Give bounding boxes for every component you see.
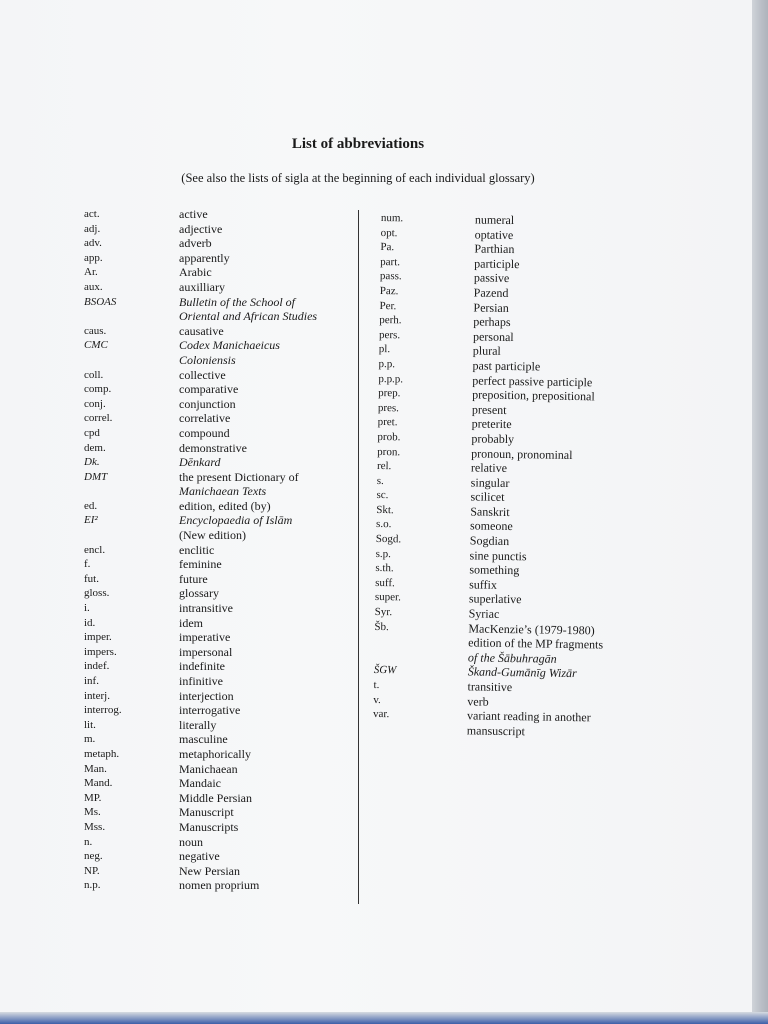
abbreviation-entry <box>84 572 317 587</box>
abbreviation-definition: (New edition) <box>179 528 246 543</box>
abbreviation-entry <box>84 543 317 558</box>
abbreviation-entry <box>84 324 317 339</box>
abbreviation-definition: masculine <box>179 732 228 747</box>
abbreviation-term: adj. <box>84 222 101 235</box>
abbreviation-term: Pa. <box>380 241 395 254</box>
abbreviation-term: caus. <box>84 324 107 337</box>
abbreviation-term: app. <box>84 251 103 264</box>
abbreviation-definition: interjection <box>179 688 234 703</box>
abbreviation-entry <box>84 251 317 266</box>
abbreviation-definition: Sanskrit <box>470 504 510 519</box>
column-divider <box>358 210 359 904</box>
abbreviation-entry <box>84 703 317 718</box>
abbreviation-definition: present <box>471 402 507 417</box>
abbreviation-entry <box>84 762 317 777</box>
abbreviation-definition: MacKenzie’s (1979-1980) <box>468 621 595 638</box>
page-title: List of abbreviations <box>291 136 425 152</box>
abbreviation-definition: Manuscript <box>179 805 234 820</box>
abbreviation-term: Ms. <box>84 806 101 819</box>
abbreviation-term: indef. <box>84 660 110 673</box>
abbreviation-term: conj. <box>84 397 106 410</box>
abbreviation-term: metaph. <box>84 747 120 760</box>
abbreviation-entry <box>84 528 317 543</box>
abbreviation-entry <box>84 732 317 747</box>
abbreviation-term: Mand. <box>84 777 113 790</box>
abbreviation-definition: Mandaic <box>179 776 221 791</box>
abbreviation-term: s.o. <box>375 518 392 531</box>
abbreviation-definition: transitive <box>467 679 513 695</box>
abbreviation-definition: past participle <box>472 358 541 374</box>
abbreviation-term: DMT <box>84 470 108 483</box>
abbreviation-term: n.p. <box>84 879 101 892</box>
abbreviation-definition: collective <box>179 367 226 382</box>
abbreviation-definition: perfect passive participle <box>472 372 593 389</box>
abbreviation-term: lit. <box>84 718 96 731</box>
abbreviation-term: rel. <box>376 460 392 473</box>
abbreviation-entry <box>84 864 317 879</box>
abbreviation-definition: pronoun, pronominal <box>471 445 573 462</box>
abbreviation-term: interj. <box>84 689 110 702</box>
abbreviation-term: imper. <box>84 631 112 644</box>
abbreviation-term <box>84 528 179 543</box>
abbreviation-term <box>84 353 179 368</box>
abbreviation-entry <box>84 338 317 353</box>
abbreviation-definition: Encyclopaedia of Islām <box>179 513 293 528</box>
abbreviation-definition: auxilliary <box>179 279 225 294</box>
abbreviation-term: pl. <box>378 343 391 356</box>
abbreviation-definition: someone <box>469 518 513 534</box>
abbreviation-term: prob. <box>377 430 401 444</box>
abbreviation-definition: perhaps <box>473 314 511 330</box>
page-edge <box>752 0 768 1024</box>
abbreviation-definition: preterite <box>471 416 512 432</box>
abbreviation-term: p.p. <box>378 357 396 371</box>
abbreviation-term: correl. <box>84 412 113 425</box>
abbreviation-definition: Pazend <box>473 285 509 300</box>
abbreviation-definition: of the Šābuhragān <box>467 650 557 666</box>
abbreviation-definition: nomen proprium <box>179 878 260 893</box>
abbreviation-definition: passive <box>473 270 510 286</box>
abbreviation-entry <box>84 309 317 324</box>
abbreviation-definition: causative <box>179 323 224 338</box>
abbreviation-term: id. <box>84 616 96 629</box>
abbreviation-term: n. <box>84 835 93 848</box>
abbreviation-definition: Škand-Gumānīg Wizār <box>467 664 577 681</box>
abbreviation-term: encl. <box>84 543 106 556</box>
abbreviation-entry <box>84 222 317 237</box>
abbreviation-entry <box>84 265 317 280</box>
abbreviation-term: Ar. <box>84 266 98 279</box>
abbreviation-term: prep. <box>378 387 401 400</box>
abbreviation-term: pron. <box>377 445 401 458</box>
abbreviation-entry <box>84 411 317 426</box>
abbreviation-definition: metaphorically <box>179 746 251 761</box>
abbreviation-definition: Oriental and African Studies <box>179 309 318 324</box>
abbreviation-definition: conjunction <box>179 396 236 411</box>
abbreviation-entry <box>84 499 317 514</box>
scan-bottom-edge <box>0 1012 768 1024</box>
abbreviation-entry <box>84 630 317 645</box>
abbreviation-entry <box>84 645 317 660</box>
abbreviation-entry <box>84 849 317 864</box>
abbreviation-definition: impersonal <box>179 644 233 659</box>
abbreviation-definition: verb <box>467 694 489 709</box>
abbreviation-term: Paz. <box>379 284 399 298</box>
abbreviation-entry <box>84 280 317 295</box>
abbreviation-term: aux. <box>84 280 103 293</box>
abbreviation-definition: adjective <box>179 221 223 236</box>
abbreviation-entry <box>84 616 317 631</box>
abbreviation-definition: active <box>179 207 208 221</box>
abbreviation-entry <box>84 776 317 791</box>
abbreviation-definition: variant reading in another <box>466 708 591 725</box>
abbreviation-term: pers. <box>378 328 401 342</box>
abbreviation-definition: edition, edited (by) <box>179 498 271 513</box>
abbreviation-term: part. <box>380 255 401 269</box>
abbreviation-term: pret. <box>377 416 398 429</box>
abbreviation-term: ed. <box>84 499 98 512</box>
abbreviation-definition: idem <box>179 615 203 630</box>
abbreviation-definition: glossary <box>179 586 219 601</box>
abbreviation-definition: demonstrative <box>179 440 247 455</box>
abbreviation-definition: enclitic <box>179 542 215 557</box>
abbreviation-term: pres. <box>377 401 400 415</box>
abbreviation-entry <box>84 820 317 835</box>
abbreviation-term: dem. <box>84 441 106 454</box>
abbreviation-term: CMC <box>84 339 108 352</box>
abbreviation-definition: singular <box>470 475 510 490</box>
abbreviation-definition: compound <box>179 425 230 440</box>
abbreviation-term <box>84 484 179 499</box>
abbreviation-definition: suffix <box>469 577 498 592</box>
abbreviation-entry <box>84 236 317 251</box>
abbreviation-definition: comparative <box>179 382 239 397</box>
abbreviation-term: pass. <box>379 270 402 283</box>
abbreviation-entry <box>84 835 317 850</box>
abbreviation-definition: Manichaean <box>179 761 238 776</box>
abbreviation-definition: mansuscript <box>466 723 525 739</box>
abbreviation-term <box>373 722 467 738</box>
abbreviation-term: var. <box>373 708 390 721</box>
abbreviation-definition: interrogative <box>179 703 241 718</box>
abbreviation-definition: Parthian <box>474 241 515 257</box>
abbreviation-entry <box>84 484 317 499</box>
abbreviation-term: Sogd. <box>375 533 402 546</box>
abbreviation-definition: Dēnkard <box>179 455 221 470</box>
abbreviation-definition: intransitive <box>179 601 233 616</box>
abbreviation-entry <box>84 878 317 893</box>
abbreviation-entry <box>84 382 317 397</box>
abbreviation-term: i. <box>84 602 90 615</box>
abbreviation-definition: Middle Persian <box>179 790 252 805</box>
abbreviation-term: Šb. <box>374 620 389 633</box>
abbreviation-entry <box>84 674 317 689</box>
abbreviation-definition: infinitive <box>179 674 223 688</box>
abbreviation-term <box>84 309 179 324</box>
abbreviation-term: Mss. <box>84 820 106 833</box>
abbreviation-definition: the present Dictionary of <box>179 469 299 484</box>
abbreviation-entry <box>84 295 317 310</box>
abbreviation-term: inf. <box>84 675 99 687</box>
abbreviations-left-column <box>84 207 317 893</box>
abbreviation-definition: future <box>179 571 208 586</box>
abbreviation-definition: Codex Manichaeicus <box>179 338 280 353</box>
abbreviation-definition: relative <box>470 460 508 476</box>
abbreviation-definition: scilicet <box>470 489 505 505</box>
abbreviation-term <box>374 634 468 650</box>
abbreviation-definition: Coloniensis <box>179 352 236 367</box>
abbreviation-term: ŠGW <box>373 664 397 677</box>
abbreviation-definition: numeral <box>474 212 515 228</box>
abbreviation-term: p.p.p. <box>378 372 404 385</box>
abbreviation-definition: New Persian <box>179 863 240 878</box>
abbreviation-term: fut. <box>84 572 99 585</box>
abbreviation-term: act. <box>84 208 100 220</box>
abbreviation-definition: Manichaean Texts <box>179 484 267 499</box>
abbreviation-entry <box>84 718 317 733</box>
abbreviation-term: comp. <box>84 383 112 396</box>
abbreviation-term: BSOAS <box>84 295 117 308</box>
abbreviation-entry <box>84 470 317 485</box>
abbreviation-term: t. <box>373 678 380 692</box>
abbreviation-definition: apparently <box>179 250 230 265</box>
abbreviation-term: s. <box>376 474 384 487</box>
abbreviation-definition: noun <box>179 834 203 849</box>
abbreviation-term: coll. <box>84 368 104 381</box>
abbreviation-definition: Syriac <box>468 606 500 621</box>
abbreviation-entry <box>84 659 317 674</box>
abbreviation-definition: Arabic <box>179 265 212 280</box>
abbreviation-entry <box>84 747 317 762</box>
abbreviation-definition: probably <box>471 431 515 447</box>
abbreviation-definition: Manuscripts <box>179 819 239 834</box>
abbreviation-entry <box>84 368 317 383</box>
abbreviation-term: f. <box>84 558 91 571</box>
abbreviation-entry <box>84 586 317 601</box>
abbreviation-entry <box>84 455 317 470</box>
abbreviation-entry <box>84 353 317 368</box>
abbreviation-definition: literally <box>179 717 217 732</box>
abbreviation-entry <box>84 791 317 806</box>
page-subtitle: (See also the lists of sigla at the beginning of each individual glossary) <box>181 171 535 185</box>
abbreviation-term: sc. <box>376 489 389 502</box>
abbreviation-term: Per. <box>379 299 397 312</box>
abbreviation-term: interrog. <box>84 704 122 717</box>
abbreviation-term: EI² <box>84 514 98 527</box>
abbreviation-definition: something <box>469 562 520 578</box>
abbreviation-definition: personal <box>472 329 514 344</box>
abbreviation-term: Man. <box>84 762 107 775</box>
abbreviation-entry <box>84 601 317 616</box>
abbreviation-term: super. <box>374 591 402 604</box>
abbreviation-term <box>374 649 468 665</box>
abbreviation-definition: plural <box>472 343 501 359</box>
abbreviation-entry <box>84 557 317 572</box>
abbreviation-term: Dk. <box>84 456 100 469</box>
abbreviation-entry <box>84 397 317 412</box>
abbreviation-entry <box>84 426 317 441</box>
abbreviation-entry <box>84 441 317 456</box>
abbreviation-term: opt. <box>380 226 398 239</box>
abbreviation-term: v. <box>373 693 381 706</box>
abbreviations-right-column <box>373 211 610 740</box>
abbreviation-term: perh. <box>379 314 402 327</box>
abbreviation-term: cpd <box>84 426 100 439</box>
abbreviation-term: Skt. <box>376 503 394 517</box>
abbreviation-term: gloss. <box>84 587 110 600</box>
abbreviation-entry <box>84 689 317 704</box>
abbreviation-definition: Sogdian <box>469 533 510 549</box>
abbreviation-definition: Persian <box>473 300 509 315</box>
abbreviation-term: neg. <box>84 850 103 863</box>
abbreviation-definition: superlative <box>468 591 522 607</box>
abbreviation-definition: participle <box>474 256 520 271</box>
abbreviation-term: impers. <box>84 645 117 658</box>
abbreviation-definition: indefinite <box>179 659 225 674</box>
abbreviation-definition: edition of the MP fragments <box>468 635 604 652</box>
abbreviation-term: adv. <box>84 237 102 250</box>
abbreviation-term: m. <box>84 733 96 746</box>
abbreviation-definition: preposition, prepositional <box>472 387 595 404</box>
abbreviation-entry <box>84 207 317 222</box>
abbreviation-entry <box>84 513 317 528</box>
abbreviation-term: num. <box>380 211 404 225</box>
abbreviation-definition: feminine <box>179 557 222 572</box>
abbreviation-definition: Bulletin of the School of <box>179 294 295 309</box>
abbreviation-definition: optative <box>474 227 514 242</box>
abbreviation-definition: sine punctis <box>469 548 527 563</box>
abbreviation-entry <box>84 805 317 820</box>
abbreviation-definition: imperative <box>179 630 231 645</box>
abbreviation-term: s.p. <box>375 547 391 560</box>
abbreviation-term: MP. <box>84 791 102 804</box>
abbreviation-term: suff. <box>375 576 395 590</box>
abbreviation-term: Syr. <box>374 605 393 619</box>
abbreviation-definition: negative <box>179 849 220 864</box>
abbreviation-term: s.th. <box>375 562 394 575</box>
abbreviation-definition: correlative <box>179 411 231 426</box>
abbreviation-definition: adverb <box>179 236 212 251</box>
abbreviation-term: NP. <box>84 864 100 877</box>
